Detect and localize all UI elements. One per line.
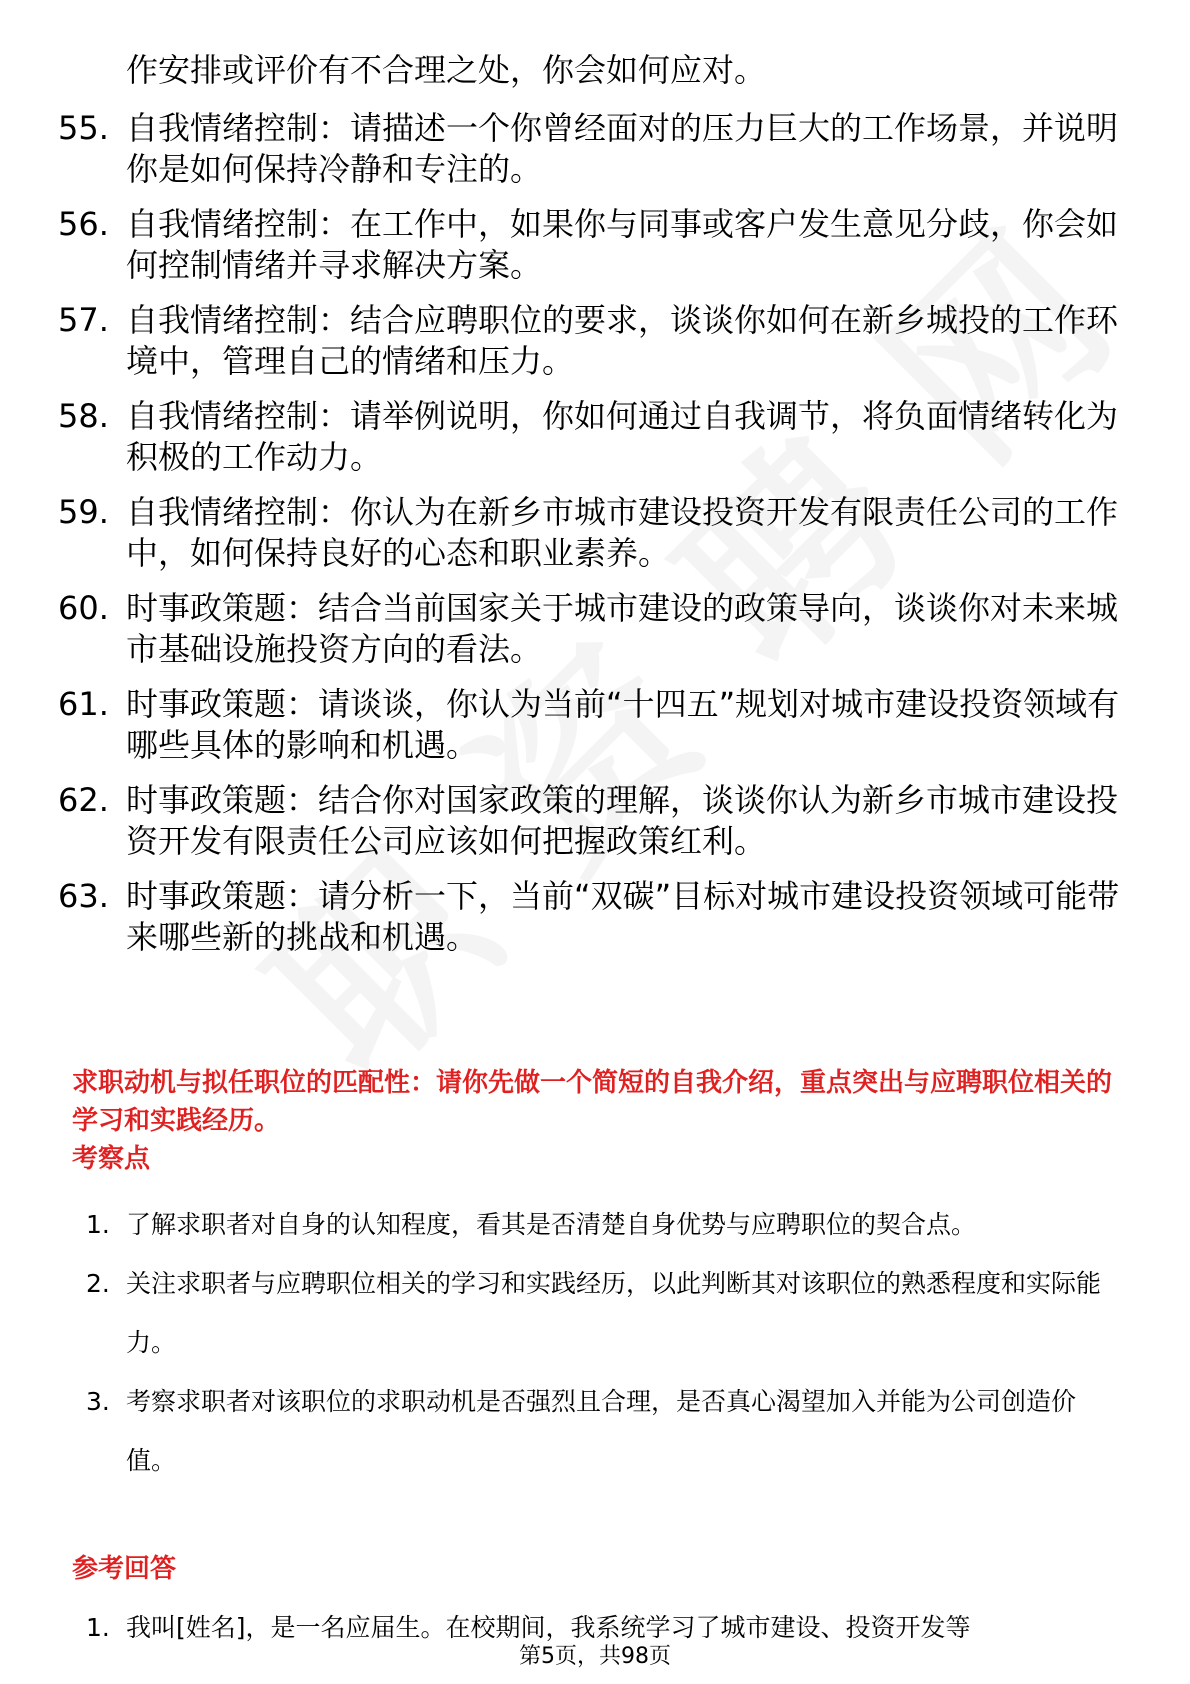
question-number: 60. [58,589,109,627]
kaocha-number: 3. [86,1387,110,1416]
question-text: 自我情绪控制：在工作中，如果你与同事或客户发生意见分歧，你会如何控制情绪并寻求解决方案。 [126,205,1119,284]
kaocha-text: 了解求职者对自身的认知程度，看其是否清楚自身优势与应聘职位的契合点。 [126,1210,977,1239]
kaocha-text: 关注求职者与应聘职位相关的学习和实践经历，以此判断其对该职位的熟悉程度和实际能力。 [126,1269,1102,1357]
question-item [58,780,1138,862]
question-item [58,492,1138,574]
question-item [58,204,1138,286]
question-text: 时事政策题：请谈谈，你认为当前“十四五”规划对城市建设投资领域有哪些具体的影响和机遇。 [126,685,1120,764]
kaocha-heading: 考察点 [72,1144,151,1174]
question-number: 58. [58,397,109,435]
question-number: 59. [58,493,109,531]
question-text: 自我情绪控制：请举例说明，你如何通过自我调节，将负面情绪转化为积极的工作动力。 [126,397,1119,476]
question-text: 自我情绪控制：请描述一个你曾经面对的压力巨大的工作场景，并说明你是如何保持冷静和专注的。 [126,109,1119,188]
question-item [58,588,1138,670]
kaocha-item [86,1254,1116,1372]
question-item [58,300,1138,382]
question-number: 63. [58,877,109,915]
question-item [58,396,1138,478]
answer-heading: 参考回答 [72,1554,177,1584]
answer-item [86,1612,1136,1644]
kaocha-number: 1. [86,1210,110,1239]
question-text: 自我情绪控制：结合应聘职位的要求，谈谈你如何在新乡城投的工作环境中，管理自己的情绪和压力。 [126,301,1119,380]
question-number: 57. [58,301,109,339]
question-number: 55. [58,109,109,147]
question-text: 时事政策题：结合当前国家关于城市建设的政策导向，谈谈你对未来城市基础设施投资方向的看法。 [126,589,1119,668]
question-item [58,108,1138,190]
question-text: 自我情绪控制：你认为在新乡市城市建设投资开发有限责任公司的工作中，如何保持良好的心态和职业素养。 [126,493,1119,572]
kaocha-item [86,1372,1116,1490]
kaocha-text: 考察求职者对该职位的求职动机是否强烈且合理，是否真心渴望加入并能为公司创造价值。 [126,1387,1077,1475]
continuation-text: 作安排或评价有不合理之处，你会如何应对。 [126,51,767,89]
question-text: 时事政策题：结合你对国家政策的理解，谈谈你认为新乡市城市建设投资开发有限责任公司应该如何把握政策红利。 [126,781,1119,860]
question-number: 62. [58,781,109,819]
answer-text: 我叫[姓名]，是一名应届生。在校期间，我系统学习了城市建设、投资开发等 [126,1613,971,1642]
page-footer: 第5页，共98页 [519,1644,671,1669]
section-title: 求职动机与拟任职位的匹配性：请你先做一个简短的自我介绍，重点突出与应聘职位相关的学习和实践经历。 [72,1068,1113,1136]
question-number: 61. [58,685,109,723]
kaocha-number: 2. [86,1269,110,1298]
answer-number: 1. [86,1613,110,1642]
kaocha-item [86,1195,1116,1254]
question-text: 时事政策题：请分析一下，当前“双碳”目标对城市建设投资领域可能带来哪些新的挑战和机遇。 [126,877,1120,956]
question-item [58,876,1138,958]
question-item [58,684,1138,766]
question-number: 56. [58,205,109,243]
